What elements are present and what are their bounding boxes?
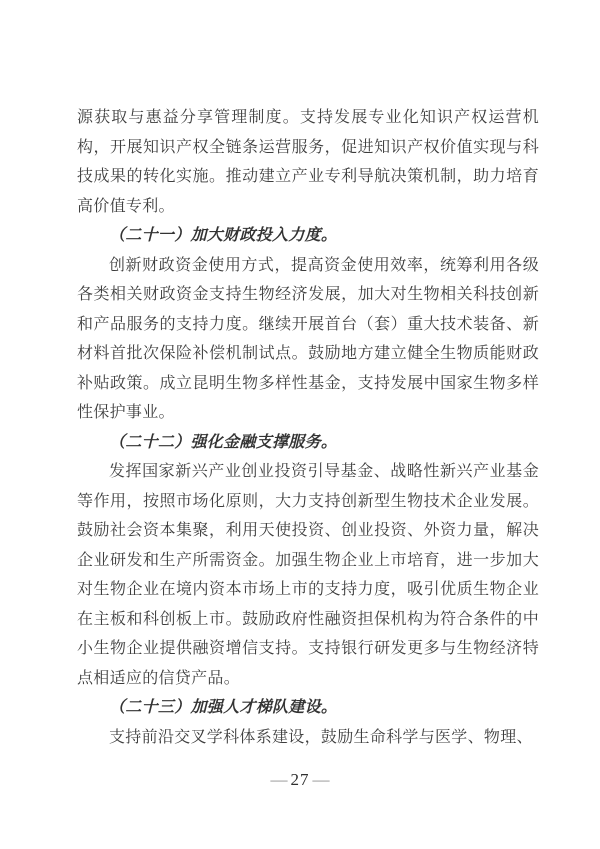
paragraph: 源获取与惠益分享管理制度。支持发展专业化知识产权运营机构，开展知识产权全链条运营服务，促进知识产权价值实现与科技成果的转化实施。推动建立产业专利导航决策机制，助力培育高价值专利。 <box>77 109 539 215</box>
paragraph: 支持前沿交叉学科体系建设，鼓励生命科学与医学、物理、 <box>109 728 533 746</box>
paragraph: 发挥国家新兴产业创业投资引导基金、战略性新兴产业基金等作用，按照市场化原则，大力支持创新型生物技术企业发展。鼓励社会资本集聚，利用天使投资、创业投资、外资力量，解决企业研发和生产所需资金。加强生物企业上市培育，进一步加大对生物企业在境内资本市场上市的支持力度，吸引优质生物企业在主板和科创板上市。鼓励政府性融资担保机构为符合条件的中小生物企业提供融资增信支持。支持银行研发更多与生物经济特点相适应的信贷产品。 <box>77 463 539 687</box>
page-number <box>0 768 600 792</box>
section-heading: （二十一）加大财政投入力度。 <box>109 227 338 244</box>
section-heading: （二十二）强化金融支撑服务。 <box>109 433 338 451</box>
page-number-dash-left: — <box>270 770 288 789</box>
section-heading: （二十三）加强人才梯队建设。 <box>109 699 338 716</box>
page-number-value: 27 <box>290 770 310 789</box>
page-number-dash-right: — <box>312 770 330 789</box>
document-body <box>77 103 539 752</box>
paragraph: 创新财政资金使用方式，提高资金使用效率，统筹利用各级各类相关财政资金支持生物经济发展，加大对生物相关科技创新和产品服务的支持力度。继续开展首台（套）重大技术装备、新材料首批次保险补偿机制试点。鼓励地方建立健全生物质能财政补贴政策。成立昆明生物多样性基金，支持发展中国家生物多样性保护事业。 <box>77 256 539 421</box>
